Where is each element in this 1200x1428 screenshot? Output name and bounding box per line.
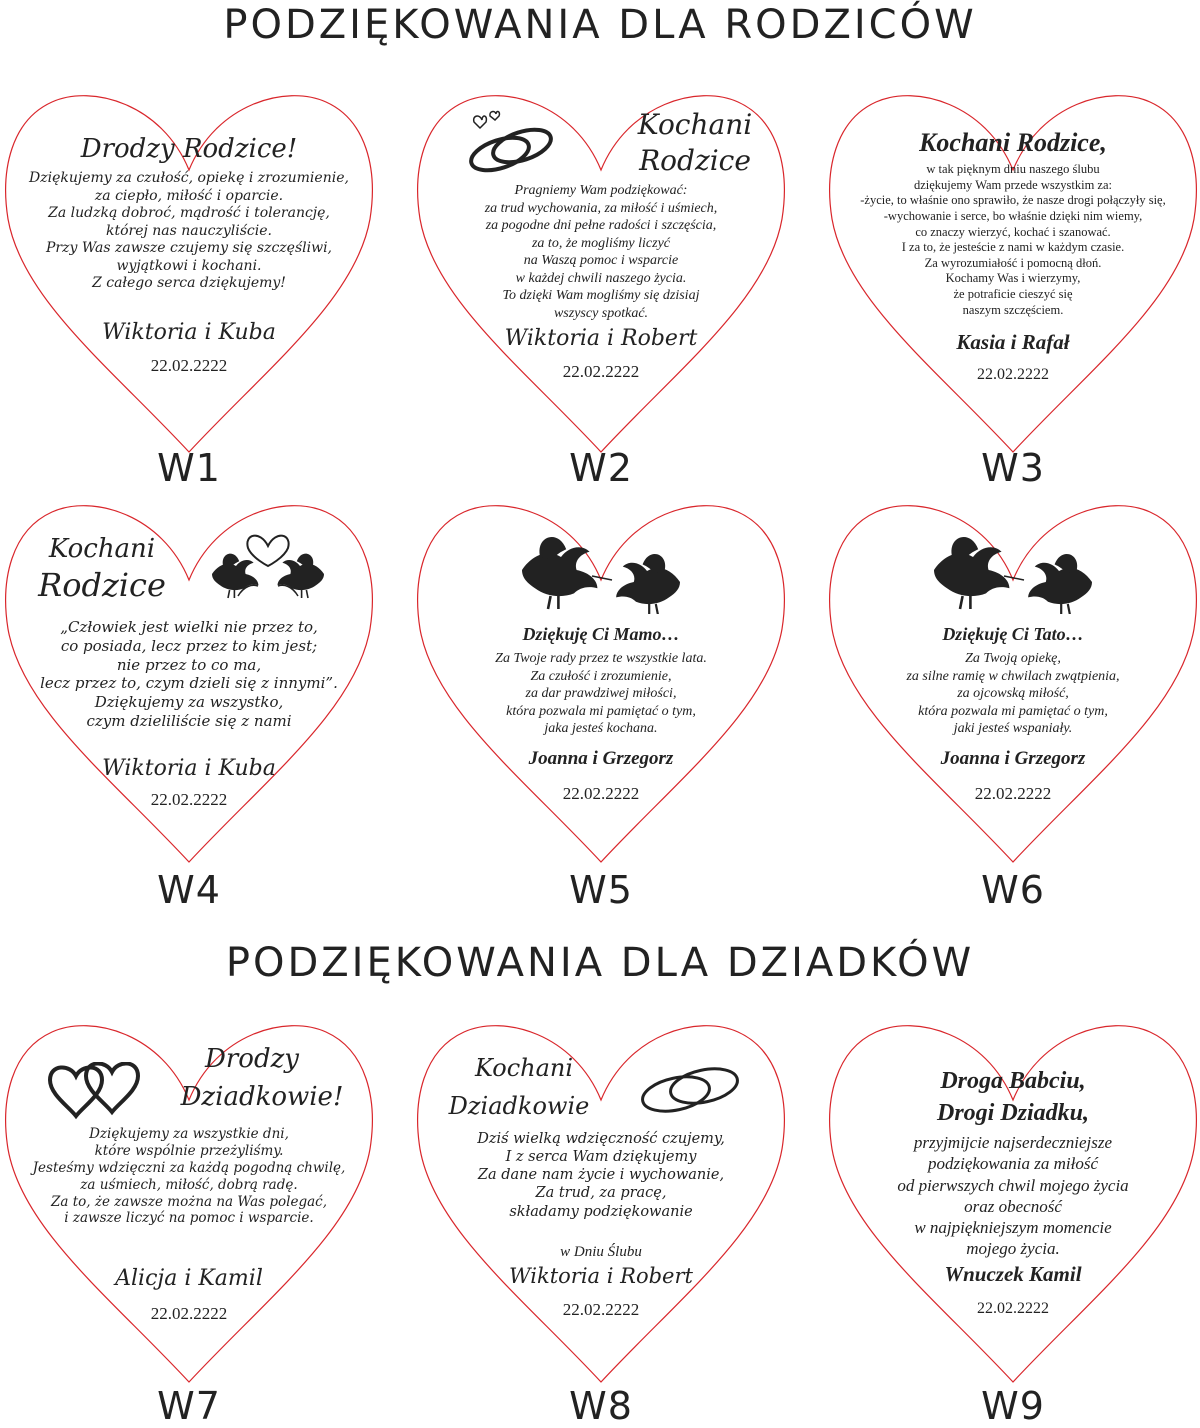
body-line: Za to, że zawsze można na Was polegać, bbox=[51, 1193, 327, 1210]
heart-card-w7 bbox=[2, 1014, 376, 1384]
doves-icon bbox=[516, 524, 686, 614]
heart-card-w6 bbox=[826, 494, 1200, 864]
body-line: Dziękujemy za wszystko, bbox=[94, 693, 284, 711]
body-line: która pozwala mi pamiętać o tym, bbox=[506, 703, 696, 719]
body-line: -wychowanie i serce, bo właśnie dzięki nim wiemy, bbox=[883, 208, 1143, 223]
body-line: lecz przez to, czym dzieli się z innymi”. bbox=[40, 674, 338, 693]
body-line: Przy Was zawsze czujemy się szczęśliwi, bbox=[45, 240, 332, 256]
rings-hearts-icon bbox=[462, 106, 562, 176]
card-body bbox=[2, 170, 376, 293]
body-line: jaka jesteś kochana. bbox=[544, 721, 658, 736]
card-date: 22.02.2222 bbox=[150, 790, 228, 809]
card-date: 22.02.2222 bbox=[977, 1300, 1049, 1317]
card-date: 22.02.2222 bbox=[977, 366, 1049, 383]
card-signature: Joanna i Grzegorz bbox=[940, 748, 1086, 769]
body-line: Za ludzką dobroć, mądrość i tolerancję, bbox=[48, 205, 330, 221]
body-line: Za Twoje rady przez te wszystkie lata. bbox=[495, 651, 707, 666]
body-line: że potraficie cieszyć się bbox=[953, 287, 1073, 301]
card-heading: Kochani Rodzice, bbox=[919, 128, 1107, 157]
body-line: co znaczy wierzyć, kochać i szanować. bbox=[915, 224, 1111, 239]
body-line: „Człowiek jest wielki nie przez to, bbox=[60, 618, 318, 636]
body-line: za trud wychowania, za miłość i uśmiech, bbox=[484, 200, 718, 216]
body-line: Z całego serca dziękujemy! bbox=[92, 275, 286, 291]
body-line: Dziękujemy za wszystkie dni, bbox=[89, 1126, 289, 1142]
card-signature: Alicja i Kamil bbox=[115, 1266, 263, 1291]
body-line: Dziękujemy za czułość, opiekę i zrozumienie, bbox=[29, 170, 349, 186]
card-date: 22.02.2222 bbox=[150, 1304, 228, 1323]
body-line: wszyscy spotkać. bbox=[553, 305, 649, 321]
code-label-w3: W3 bbox=[981, 446, 1045, 490]
body-line: w najpiękniejszym momencie bbox=[914, 1218, 1112, 1237]
body-line: za ciepło, miłość i oparcie. bbox=[94, 187, 284, 204]
card-body bbox=[414, 182, 788, 322]
code-label-w8: W8 bbox=[569, 1384, 633, 1428]
card-occasion: w Dniu Ślubu bbox=[560, 1244, 642, 1260]
double-heart-icon bbox=[44, 1062, 144, 1122]
heart-card-w4 bbox=[2, 494, 376, 864]
heart-card-w5 bbox=[414, 494, 788, 864]
body-line: za to, że mogliśmy liczyć bbox=[531, 235, 671, 251]
card-signature: Wnuczek Kamil bbox=[944, 1262, 1082, 1286]
card-heading: Kochani bbox=[637, 108, 753, 141]
body-line: To dzięki Wam mogliśmy się dzisiaj bbox=[502, 288, 700, 303]
card-heading: Dziękuję Ci Mamo… bbox=[522, 624, 680, 644]
body-line: -życie, to właśnie ono sprawiło, że nasze drogi połączyły się, bbox=[860, 193, 1166, 208]
body-line: I z serca Wam dziękujemy bbox=[505, 1149, 697, 1166]
body-line: której nas nauczyliście. bbox=[105, 222, 272, 239]
doves-heart-icon bbox=[208, 524, 328, 604]
body-line: które wspólnie przeżyliśmy. bbox=[94, 1142, 284, 1159]
card-body bbox=[2, 1126, 376, 1227]
card-signature: Wiktoria i Robert bbox=[509, 1264, 693, 1288]
body-line: Dziś wielką wdzięczność czujemy, bbox=[477, 1131, 725, 1147]
body-line: i zawsze liczyć na pomoc i wsparcie. bbox=[64, 1210, 314, 1227]
body-line: Kochamy Was i wierzymy, bbox=[945, 271, 1081, 286]
body-line: naszym szczęściem. bbox=[962, 302, 1064, 317]
code-label-w5: W5 bbox=[569, 868, 633, 912]
code-label-w7: W7 bbox=[157, 1384, 221, 1428]
body-line: Pragniemy Wam podziękować: bbox=[514, 183, 688, 198]
body-line: mojego życia. bbox=[966, 1239, 1060, 1259]
card-body bbox=[826, 1132, 1200, 1260]
card-date: 22.02.2222 bbox=[562, 1300, 640, 1319]
card-signature: Joanna i Grzegorz bbox=[528, 748, 674, 769]
section-title-parents: PODZIĘKOWANIA DLA RODZICÓW bbox=[223, 2, 977, 48]
body-line: I za to, że jesteście z nami w każdym czasie. bbox=[901, 240, 1125, 255]
body-line: za pogodne dni pełne radości i szczęścia, bbox=[485, 218, 717, 233]
doves-icon bbox=[928, 524, 1098, 614]
code-label-w9: W9 bbox=[981, 1384, 1045, 1428]
body-line: Za czułość i zrozumienie, bbox=[530, 668, 672, 684]
body-line: za uśmiech, miłość, dobrą radę. bbox=[80, 1176, 298, 1193]
code-label-w1: W1 bbox=[157, 446, 221, 490]
body-line: wyjątkowi i kochani. bbox=[116, 257, 262, 274]
heart-card-w2 bbox=[414, 84, 788, 454]
body-line: w tak pięknym dniu naszego ślubu bbox=[926, 162, 1100, 176]
body-line: na Waszą pomoc i wsparcie bbox=[523, 253, 679, 268]
card-date: 22.02.2222 bbox=[150, 356, 228, 375]
heart-card-w9 bbox=[826, 1014, 1200, 1384]
body-line: dziękujemy Wam przede wszystkim za: bbox=[913, 177, 1112, 192]
card-signature: Wiktoria i Robert bbox=[504, 326, 698, 351]
body-line: Za dane nam życie i wychowanie, bbox=[477, 1167, 725, 1184]
rings-icon bbox=[636, 1058, 746, 1118]
body-line: nie przez to co ma, bbox=[116, 655, 262, 674]
body-line: za dar prawdziwej miłości, bbox=[525, 686, 677, 701]
card-heading: Drogi Dziadku, bbox=[936, 1100, 1090, 1126]
card-heading: Rodzice bbox=[38, 566, 166, 604]
body-line: za silne ramię w chwilach zwątpienia, bbox=[906, 668, 1120, 684]
card-signature: Wiktoria i Kuba bbox=[102, 756, 276, 781]
card-body bbox=[414, 1130, 788, 1221]
body-line: składamy podziękowanie bbox=[509, 1203, 693, 1220]
body-line: Za wyrozumiałość i pomocną dłoń. bbox=[924, 255, 1102, 270]
card-signature: Kasia i Rafał bbox=[956, 330, 1070, 354]
card-heading: Droga Babciu, bbox=[940, 1068, 1086, 1094]
heart-card-w3 bbox=[826, 84, 1200, 454]
body-line: jaki jesteś wspaniały. bbox=[953, 721, 1073, 736]
body-line: co posiada, lecz przez to kim jest; bbox=[60, 636, 318, 655]
card-heading: Kochani bbox=[48, 534, 156, 564]
body-line: przyjmijcie najserdeczniejsze bbox=[913, 1133, 1113, 1152]
card-heading: Drodzy Rodzice! bbox=[80, 134, 298, 164]
body-line: Za Twoją opiekę, bbox=[965, 651, 1061, 666]
code-label-w4: W4 bbox=[157, 868, 221, 912]
heart-card-w8 bbox=[414, 1014, 788, 1384]
body-line: od pierwszych chwil mojego życia bbox=[897, 1175, 1129, 1195]
card-heading: Kochani bbox=[474, 1054, 574, 1082]
card-heading: Dziadkowie! bbox=[180, 1082, 344, 1112]
body-line: w każdej chwili naszego życia. bbox=[515, 270, 687, 286]
body-line: Za trud, za pracę, bbox=[535, 1185, 667, 1202]
card-heading: Dziadkowie bbox=[448, 1092, 590, 1120]
card-body bbox=[826, 162, 1200, 318]
body-line: Jesteśmy wdzięczni za każdą pogodną chwilę, bbox=[32, 1159, 346, 1176]
body-line: oraz obecność bbox=[964, 1196, 1062, 1216]
card-date: 22.02.2222 bbox=[562, 784, 640, 803]
card-body bbox=[414, 650, 788, 738]
code-label-w6: W6 bbox=[981, 868, 1045, 912]
card-heading: Rodzice bbox=[639, 144, 751, 177]
body-line: czym dzieliliście się z nami bbox=[86, 711, 292, 730]
card-date: 22.02.2222 bbox=[562, 362, 640, 381]
heart-card-w1 bbox=[2, 84, 376, 454]
card-signature: Wiktoria i Kuba bbox=[102, 320, 276, 345]
card-heading: Drodzy bbox=[205, 1044, 299, 1074]
card-heading: Dziękuję Ci Tato… bbox=[942, 624, 1084, 644]
section-title-grandparents: PODZIĘKOWANIA DLA DZIADKÓW bbox=[225, 940, 975, 986]
card-body bbox=[2, 618, 376, 731]
body-line: za ojcowską miłość, bbox=[957, 686, 1069, 701]
code-label-w2: W2 bbox=[569, 446, 633, 490]
card-body bbox=[826, 650, 1200, 738]
body-line: która pozwala mi pamiętać o tym, bbox=[918, 703, 1108, 719]
body-line: podziękowania za miłość bbox=[928, 1154, 1098, 1174]
card-date: 22.02.2222 bbox=[974, 784, 1052, 803]
